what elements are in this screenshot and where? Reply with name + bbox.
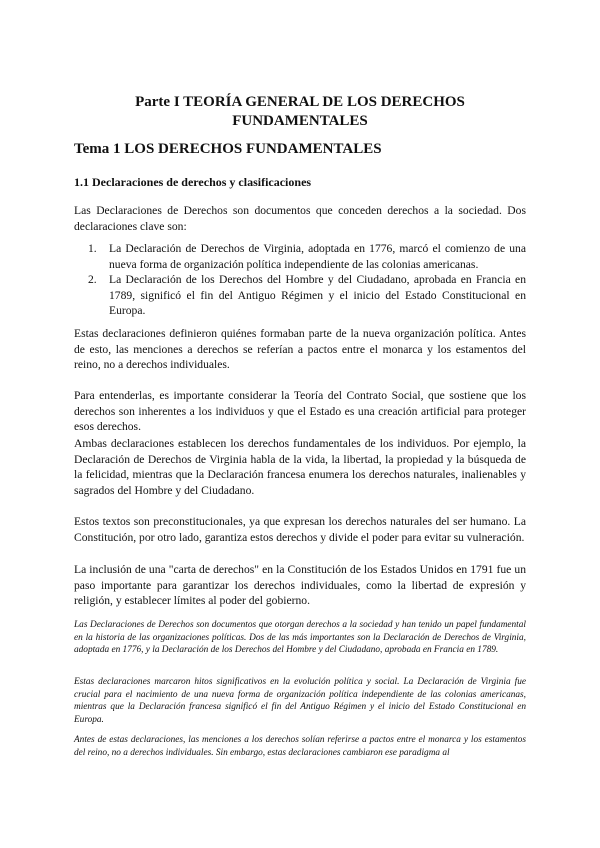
list-item [74,272,526,319]
body-paragraph: Ambas declaraciones establecen los derechos fundamentales de los individuos. Por ejemplo, la Declaración de Derechos de Virginia habla de la vida, la libertad, la propiedad y la búsqueda de la felicidad, mientras que la Declaración francesa enumera los derechos naturales, inalienables y sagrados del Hombre y del Ciudadano. [74,437,526,497]
declarations-list [74,241,526,319]
list-text: La Declaración de Derechos de Virginia, adoptada en 1776, marcó el comienzo de una nueva forma de organización política independiente de las colonias americanas. [109,242,526,271]
list-text: La Declaración de los Derechos del Hombre y del Ciudadano, aprobada en Francia en 1789, significó el fin del Antiguo Régimen y el inicio del Estado Constitucional en Europa. [109,273,526,317]
note-paragraph: Estas declaraciones marcaron hitos significativos en la evolución política y social. La Declaración de Virginia fue crucial para el nacimiento de una nueva forma de organización política independiente de las colonias americanas, mientras que la Declaración francesa significó el fin del Antiguo Régimen y el inicio del Estado Constitucional en Europa. [74,677,526,725]
intro-paragraph: Las Declaraciones de Derechos son documentos que conceden derechos a la sociedad. Dos declaraciones clave son: [74,204,526,233]
body-paragraph: La inclusión de una "carta de derechos" en la Constitución de los Estados Unidos en 1791 fue un paso importante para garantizar los derechos individuales, como la libertad de expresión y religión, y establecer límites al poder del gobierno. [74,563,526,607]
list-item [74,241,526,272]
body-paragraph: Estas declaraciones definieron quiénes formaban parte de la nueva organización política. Antes de esto, las menciones a derechos se referían a pactos entre el monarca y los estamentos del reino, no a derechos individuales. [74,327,526,371]
section-title: 1.1 Declaraciones de derechos y clasificaciones [74,175,312,189]
part-title: Parte I TEORÍA GENERAL DE LOS DERECHOS FUNDAMENTALES [135,94,465,129]
body-paragraph: Estos textos son preconstitucionales, ya que expresan los derechos naturales del ser humano. La Constitución, por otro lado, garantiza estos derechos y divide el poder para evitar su vulneración. [74,515,526,544]
note-paragraph: Antes de estas declaraciones, las menciones a los derechos solían referirse a pactos entre el monarca y los estamentos del reino, no a derechos individuales. Sin embargo, estas declaraciones cambiaron ese paradigma al [74,735,526,758]
list-number: 2. [88,273,97,286]
tema-title: Tema 1 LOS DERECHOS FUNDAMENTALES [74,141,382,157]
note-paragraph: Las Declaraciones de Derechos son documentos que otorgan derechos a la sociedad y han tenido un papel fundamental en la historia de las organizaciones políticas. Dos de las más importantes son la Declaración de Derechos de Virginia, adoptada en 1776, y la Declaración de los Derechos del Hombre y del Ciudadano, aprobada en Francia en 1789. [74,620,526,656]
body-paragraph: Para entenderlas, es importante considerar la Teoría del Contrato Social, que sostiene que los derechos son inherentes a los individuos y que el Estado es una creación artificial para proteger esos derechos. [74,389,526,433]
list-number: 1. [88,242,97,255]
